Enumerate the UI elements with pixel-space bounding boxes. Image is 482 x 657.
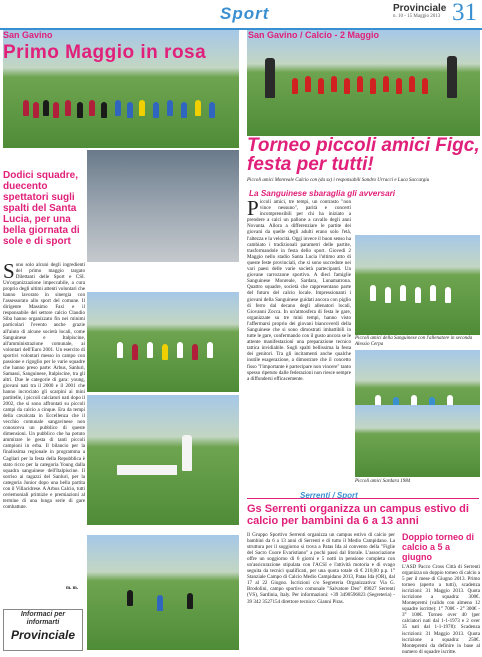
right-article-subtitle: La Sanguinese sbaraglia gli avversari	[249, 189, 396, 198]
section-label: Sport	[220, 4, 270, 23]
team-photo-monreale	[247, 30, 480, 136]
left-pink-headline: Dodici squadre, duecento spettatori sugli spalti del Santa Lucia, per una bella giornata di sole e di sport	[3, 170, 80, 247]
info-box-label: Informaci per informarti	[20, 611, 66, 626]
team-photo-lunamatrona	[355, 405, 480, 477]
left-article-body	[3, 262, 85, 580]
bottom-side-title: Doppio torneo di calcio a 5 a giugno	[402, 532, 474, 562]
right-dropcap: P	[247, 199, 259, 220]
page-header	[0, 0, 482, 30]
info-box	[3, 609, 83, 651]
left-kicker: San Gavino	[3, 30, 53, 40]
right-article-title: Torneo piccoli amici Figc, festa per tutti!	[247, 135, 480, 175]
bottom-kicker: Serrenti / Sport	[300, 491, 358, 500]
players-photo-group	[87, 292, 239, 392]
team-photo-sanguinese	[355, 235, 480, 335]
sardara-photo-caption: Piccoli amici Sardara 1984	[355, 479, 411, 484]
info-box-brand: Provinciale	[10, 628, 76, 642]
right-body-text: iccoli amici, tre tempi, un contrasto "non vince nessuno", parità e concerti incomprensibili per chi ha iniziato a prendere a calci un pallone a cavallo degli anni Novanta. Allora a differenziare le partite dei giovani da quelle degli adulti erano solo l'età, l'altezza e la velocità. Oggi invece il buon senso ha cambiato i tradizionali parametri delle partite, trasformandole in festa dello sport. Giovedì 2 Maggio nello stadio Santa Lucia l'ultimo atto di queste feste provinciali, che si sono succedute nei vari paesi delle varie società partecipanti. Un giovane carrozzone sportivo. A dieci famiglie Sanguinese Monreale, Sardara, Lunamatrona. Quattro squadre, società che rappresentano parte del futuro del calcio locale. Impressionanti i giovani della Sanguinese guidati ancora con piglio di ferro dal decano degli allenatori locali, Giovanni Zocca. In un'atmosfera di festa le gare, organizzate su tre mini tempi, hanno visto l'affermarsi proprio dei giovani biancoverdi della Sanguinese che si sono dimostrati imbattibili in tutte le gare, confermando con il gusto ancora se le attente manifestazioni una preparazione tecnico tattica invidiabile. Sugli spalti bellissima la festa dei genitori. Tra gli incitamenti anche qualche inutile esagerazione, a dimostrare che il concetto fisso "l'importante è partecipare non vincere" tanto spesso ripetuto dalle federazioni non riesce sempre a diffondersi efficacemente.	[247, 199, 351, 382]
bottom-article-title: Gs Serrenti organizza un campus estivo di calcio per bambini da 6 a 13 anni	[247, 503, 469, 527]
bottom-side-box	[402, 532, 480, 655]
page-number: 31	[452, 0, 477, 26]
right-photo-caption: Piccoli amici Monreale Calcio con (da sx) i responsabili Sandro Urracci e Luca Saccargiu	[247, 178, 430, 183]
right-article-body	[247, 199, 351, 487]
issue-date: n. 10 - 15 Maggio 2013	[393, 14, 441, 19]
right-kicker: San Gavino / Calcio - 2 Maggio	[248, 30, 380, 40]
left-body-text: ono solo alcuni degli ingredienti del primo maggio targato Dilettanti delle Sport e CSI. Un'organizzazione impeccabile, a cura proprio degli ultimi attenti volontari che hanno lavorato in sinergia con l'assessorato allo sport del comune. Il dirigente Massimo Faxi e il responsabile del settore calcio Claudio Siba hanno organizzato fin nei minimi particolari l'evento anche grazie all'aiuto di alcune società locali, come Sanguinese e Italpiscine, all'amministrazione comunale, ai volontari dell'Euro 2001. Un esercito di sportivi volontari messo in campo con passione e rigoglio per le varie squadre che hanno preso parte: Arbus, Sanluri, Samassi, Sanguinese, Italpiscine, tra gli altri. Due le categorie di gara: young, giovani nati tra il 2000 e il 2001 che hanno incrociato gli scarpini ai mini partitelle, i piccoli calciatori nati dopo il 2002, che si sono affrontati su piccoli campi da calcio a cinque. Era da tempi della cavalcata in Eccellenza che il vecchio comunale sangavinese non conosceva un pubblico di queste dimensioni. Un pubblico che ha potuto ammirare le gesta di tanti piccoli campioni in erba. Il bilancio per la finalissima regionale in programma a Cagliari per la festa della Repubblica è stato ricco per la categoria Young dalla squadra sanguinese dell'Italpiscine. Il sorriso ai ragazzi del Sanluri, per la categoria Junior dopo una bella partita con il Villacidrese. A Arbus Calcio, tutti ceriemoniali primizie e premiazioni al termine di una lunga serie di gare combattute.	[3, 262, 85, 510]
sanguinese-photo-caption: Piccoli amici della Sanguinese con l'allenatore in seconda Alessio Cerpa	[355, 336, 473, 347]
award-table-photo	[87, 395, 239, 525]
left-article-title: Primo Maggio in rosa	[3, 42, 207, 63]
left-pink-headline-box	[3, 170, 83, 260]
spectators-photo	[87, 150, 239, 262]
left-dropcap: S	[3, 262, 15, 283]
bottom-divider	[247, 498, 479, 499]
newspaper-logo: Provinciale	[393, 3, 447, 14]
left-signature: m. m.	[66, 586, 79, 591]
bottom-side-body: L'ASD Pacco Cross Città di Serrenti organizza un doppio torneo di calcio a 5 per il mese di Giugno 2013. Primo torneo (aperto a tutti), scadenza iscrizioni: 31 Maggio 2013. Quota iscrizione a squadra: 300€. Montepremi (valido con almeno 12 squadre iscritte): 1° 700€ - 2° 300€ - 3° 100€. Torneo over 40 (per calciatori nati dal 1-1-1973 e 2 over 35 nati dal 1-1-1978): Scadenza iscrizioni: 31 Maggio 2013. Quota iscrizione a squadra: 250€. Montepremi da definire in base al numero di squadre iscritte.	[402, 564, 480, 655]
match-photo	[87, 535, 239, 650]
bottom-article-body: Il Gruppo Sportivo Serrenti organizza un campus estivo di calcio per bambini da 6 a 13 anni di Serrenti e di tutto il Medio Campidano. La struttura per il soggiorno si trova a Patas Ida al convento della "Figlie del Sacro Cuore Evaristiano" a pochi passi dal litorale. L'associazione offre un soggiorno di 6 giorni e 5 notti in pensione completa con un'assicurazione stipulata con l'ACSI e l'attività motoria e di svago seguita da tecnici qualificati, per una quota totale di € 210,00 p.p. 1° Stanziale Campo di Calcio Medio Campidano 2013, Patas Ida (OR), dal 17 al 22 Giugno. Iscrizioni c/o Segreteria Organizzativa: Via G. Brodolini, campo sportivo comunale "Salvatore Deo" 09027 Serrenti (VS), Sardinia, Italy. Per informazioni: +39 3490596823 (Segreteria) - 39 342 3527154 direttore tecnico: Gianni Piras.	[247, 532, 395, 605]
